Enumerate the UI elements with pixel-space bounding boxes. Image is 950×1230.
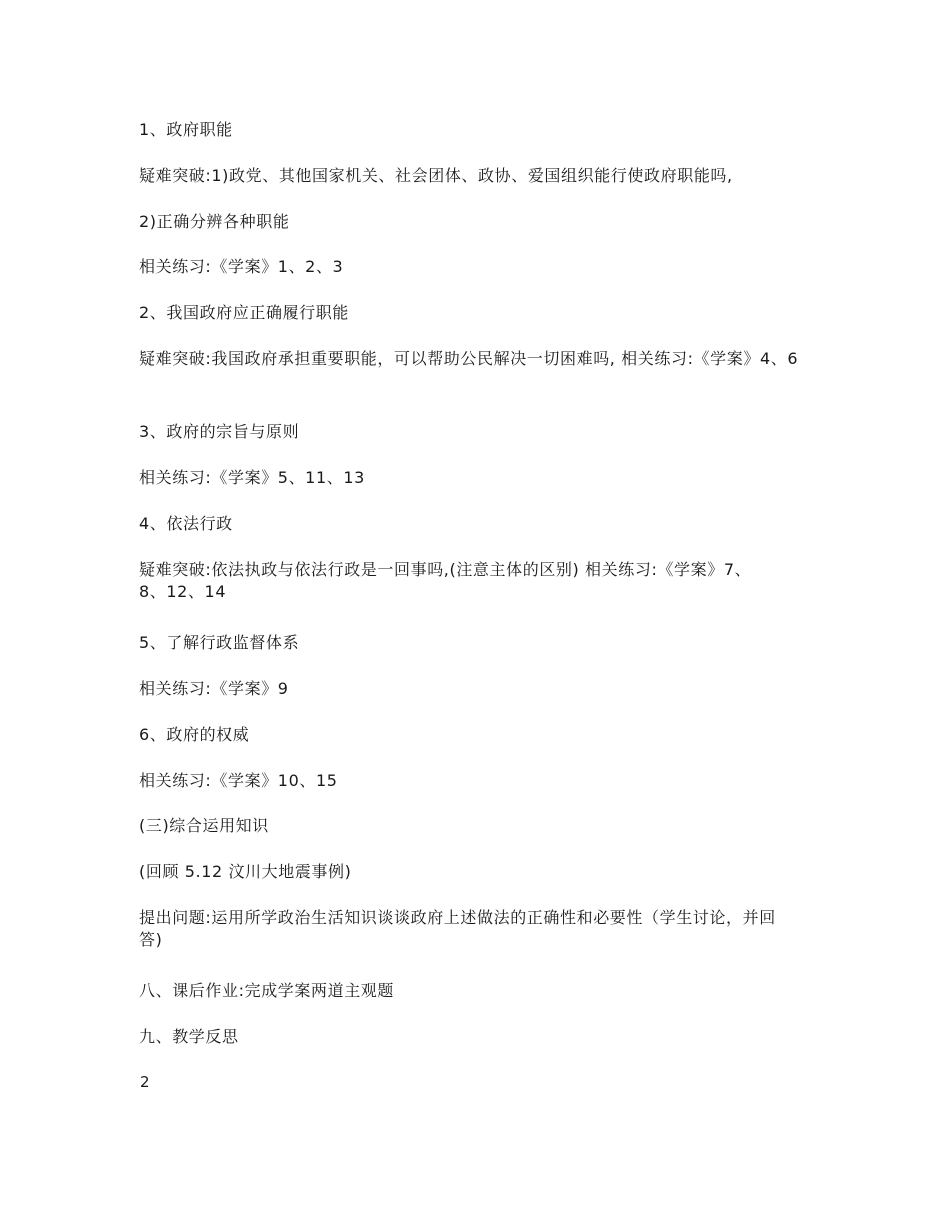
heading-government-functions: 1、政府职能 [139,120,233,139]
heading-teaching-reflection: 九、教学反思 [139,1027,239,1046]
heading-apply-knowledge: (三)综合运用知识 [139,816,269,835]
heading-administration-by-law: 4、依法行政 [139,514,233,533]
question-prompt: 提出问题:运用所学政治生活知识谈谈政府上述做法的正确性和必要性（学生讨论，并回答) [139,908,776,949]
exercise-reference-3: 相关练习:《学案》9 [139,679,289,698]
difficulty-note-1: 疑难突破:1)政党、其他国家机关、社会团体、政协、爱国组织能行使政府职能吗, [139,166,733,185]
review-note: (回顾 5.12 汶川大地震事例) [139,862,352,881]
heading-government-authority: 6、政府的权威 [139,725,250,744]
page-number: 2 [140,1073,150,1091]
difficulty-note-2: 2)正确分辨各种职能 [139,212,290,231]
heading-supervision-system: 5、了解行政监督体系 [139,633,300,652]
heading-perform-functions: 2、我国政府应正确履行职能 [139,303,349,322]
exercise-reference-2: 相关练习:《学案》5、11、13 [139,468,365,487]
exercise-reference-1: 相关练习:《学案》1、2、3 [139,257,344,276]
difficulty-note-4: 疑难突破:依法执政与依法行政是一回事吗,(注意主体的区别) 相关练习:《学案》7、8、12、14 [139,560,752,601]
heading-purpose-principles: 3、政府的宗旨与原则 [139,422,300,441]
exercise-reference-4: 相关练习:《学案》10、15 [139,771,338,790]
difficulty-note-3: 疑难突破:我国政府承担重要职能，可以帮助公民解决一切困难吗, 相关练习:《学案》4、6 [139,349,799,368]
heading-homework: 八、课后作业:完成学案两道主观题 [139,981,394,1000]
